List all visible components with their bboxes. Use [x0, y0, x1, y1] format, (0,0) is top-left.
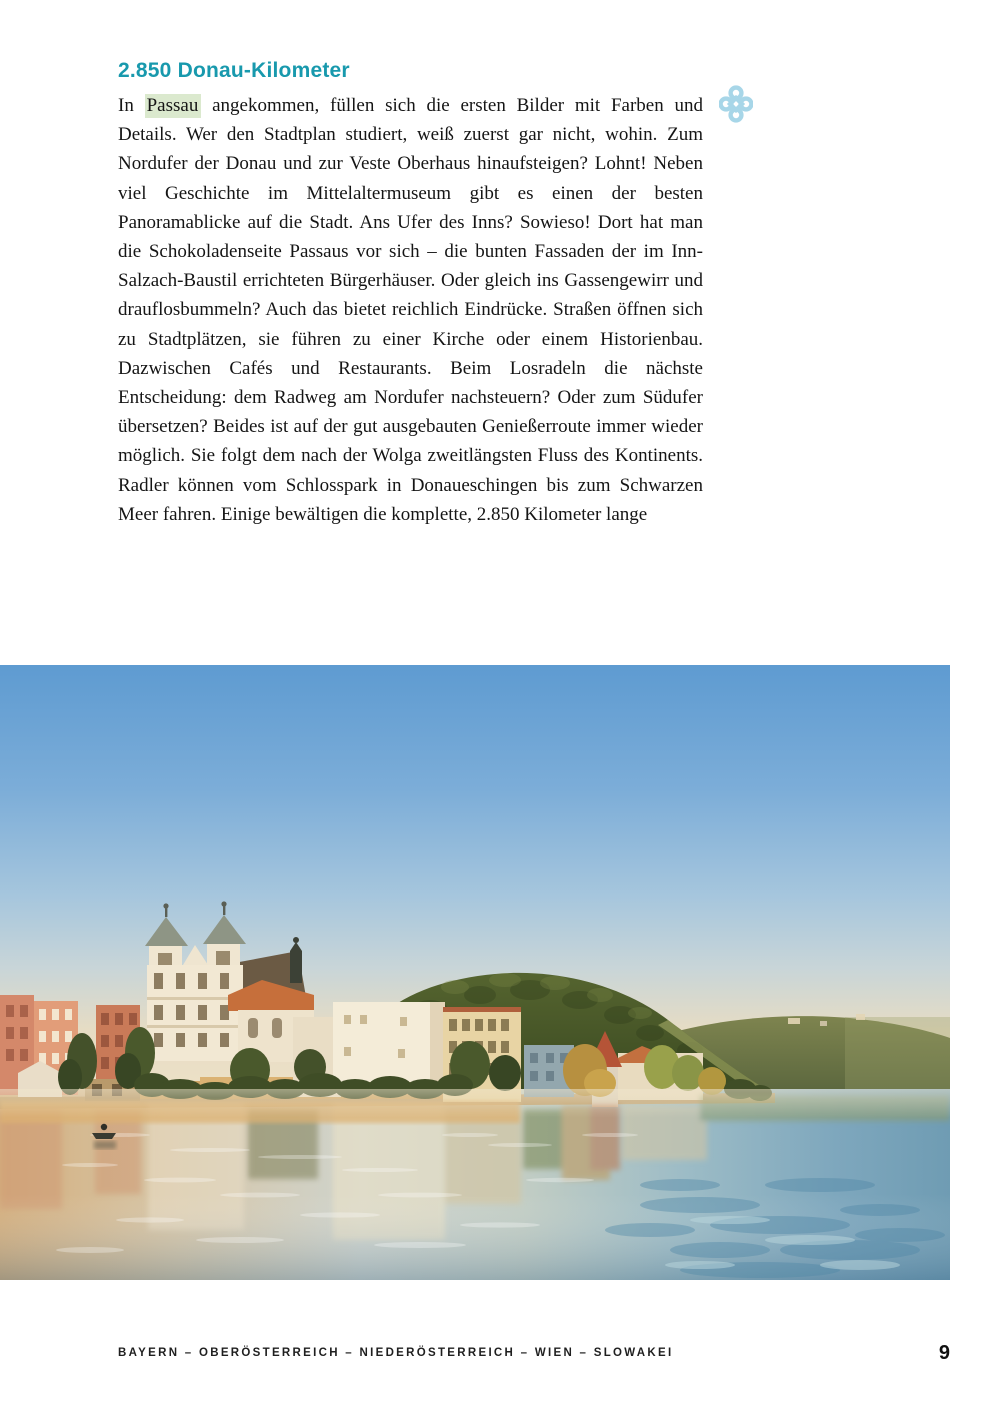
article-paragraph	[118, 91, 703, 529]
place-highlight: Passau	[145, 94, 202, 118]
page-number: 9	[938, 1342, 950, 1364]
knot-ornament-icon	[719, 85, 753, 123]
paragraph-text: In	[118, 95, 145, 116]
section-heading: 2.850 Donau-Kilometer	[118, 59, 350, 82]
paragraph-text: angekommen, füllen sich die ersten Bilder mit Farben und Details. Wer den Stadtplan studiert, weiß zuerst gar nicht, wohin. Zum Nordufer der Donau und zur Veste Oberhaus hinaufsteigen? Lohnt! Neben viel Geschichte im Mittelaltermuseum gibt es einen der besten Panoramablicke auf die Stadt. Ans Ufer des Inns? Sowieso! Dort hat man die Schokoladenseite Passaus vor sich – die bunten Fassaden der im Inn-Salzach-Baustil errichteten Bürgerhäuser. Oder gleich ins Gassengewirr und drauflosbummeln? Auch das bietet reichlich Eindrücke. Straßen öffnen sich zu Stadtplätzen, sie führen zu einer Kirche oder einem Historienbau. Dazwischen Cafés und Restaurants. Beim Losradeln die nächste Entscheidung: dem Radweg am Nordufer nachsteuern? Oder zum Südufer übersetzen? Beides ist auf der gut ausgebauten Genießerroute immer wieder möglich. Sie folgt dem nach der Wolga zweitlängsten Fluss des Kontinents. Radler können vom Schlosspark in Donaueschingen bis zum Schwarzen Meer fahren. Einige bewältigen die komplette, 2.850 Kilometer lange	[118, 95, 704, 525]
article-column	[118, 58, 703, 529]
footer-route: BAYERN – OBERÖSTERREICH – NIEDERÖSTERREICH – WIEN – SLOWAKEI	[118, 1347, 674, 1359]
passau-riverfront-photo	[0, 665, 950, 1280]
